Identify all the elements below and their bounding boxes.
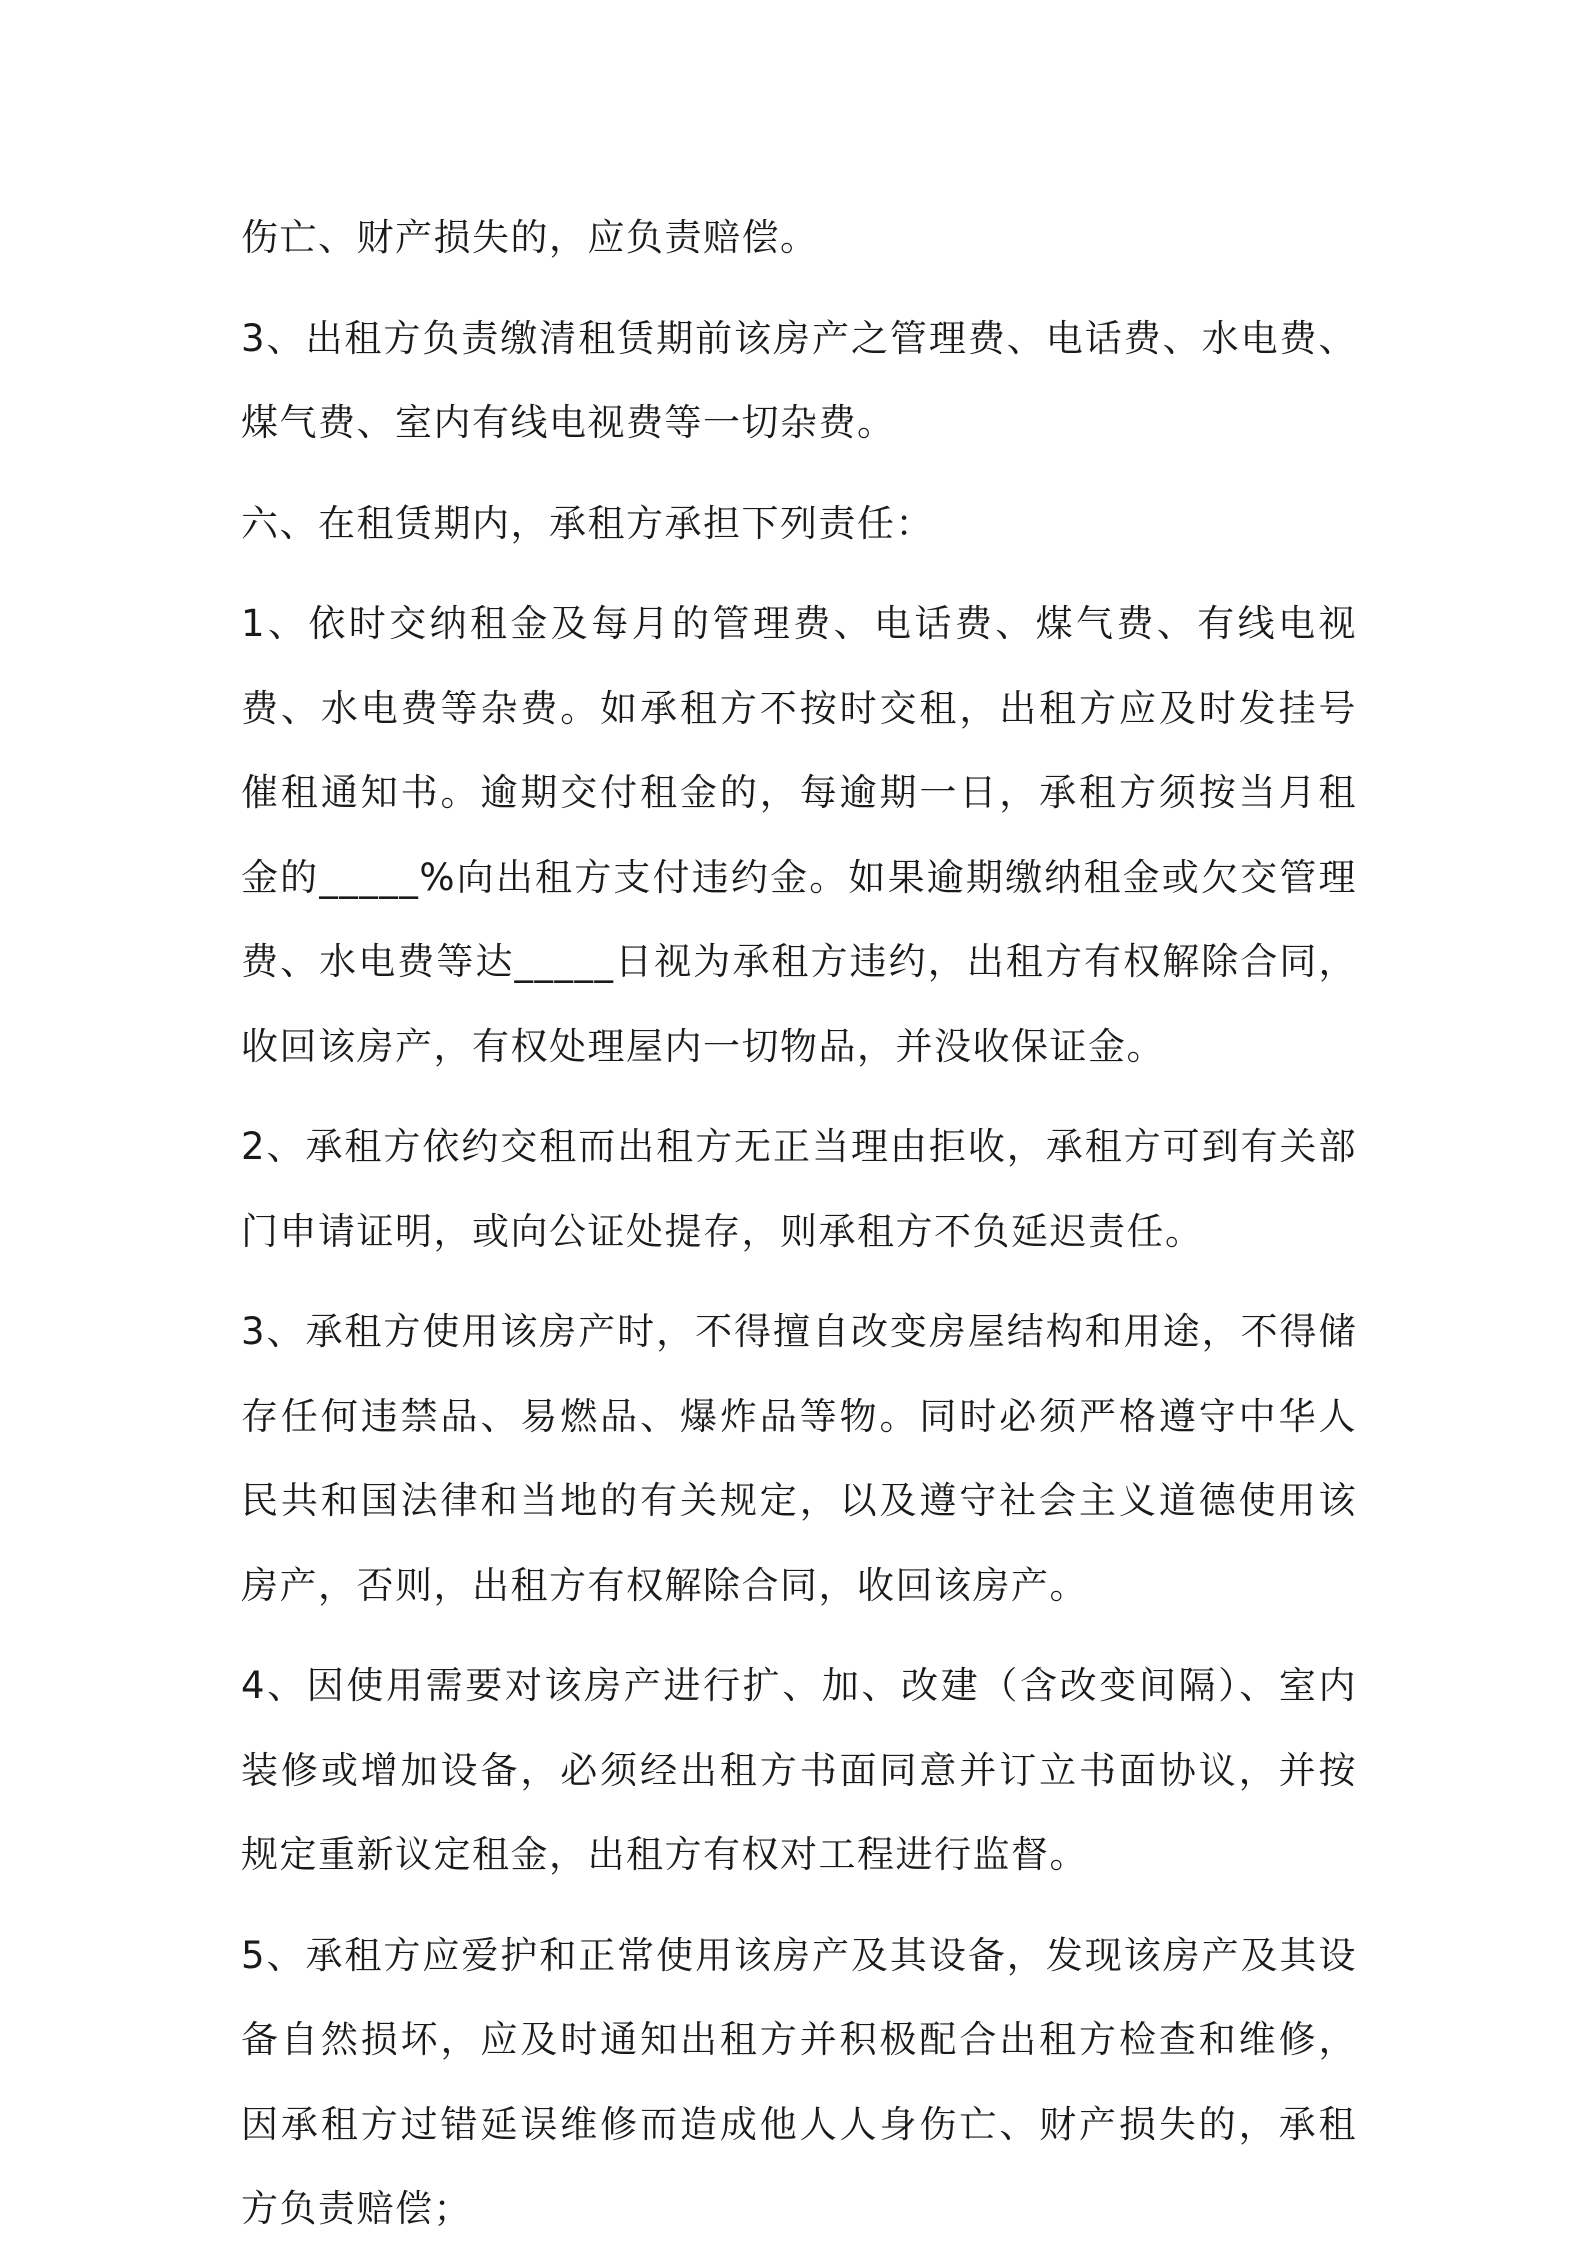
paragraph-lessee-clause-2: 2、承租方依约交租而出租方无正当理由拒收，承租方可到有关部门申请证明，或向公证处提存，则承租方不负延迟责任。: [241, 1125, 1357, 1253]
paragraph-lessee-clause-4: 4、因使用需要对该房产进行扩、加、改建（含改变间隔）、室内装修或增加设备，必须经出租方书面同意并订立书面协议，并按规定重新议定租金，出租方有权对工程进行监督。: [241, 1664, 1357, 1876]
paragraph-lessor-clause-3: 3、出租方负责缴清租赁期前该房产之管理费、电话费、水电费、煤气费、室内有线电视费等一切杂费。: [241, 316, 1357, 444]
document-body: [241, 196, 1357, 2268]
paragraph-lessee-clause-5: 5、承租方应爱护和正常使用该房产及其设备，发现该房产及其设备自然损坏，应及时通知出租方并积极配合出租方检查和维修，因承租方过错延误维修而造成他人人身伤亡、财产损失的，承租方负责赔偿；: [241, 1933, 1357, 2230]
paragraph-continuation: 伤亡、财产损失的，应负责赔偿。: [241, 216, 819, 259]
paragraph-lessee-clause-3: 3、承租方使用该房产时，不得擅自改变房屋结构和用途，不得储存任何违禁品、易燃品、爆炸品等物。同时必须严格遵守中华人民共和国法律和当地的有关规定，以及遵守社会主义道德使用该房产，否则，出租方有权解除合同，收回该房产。: [241, 1310, 1357, 1607]
paragraph-lessee-clause-1: 1、依时交纳租金及每月的管理费、电话费、煤气费、有线电视费、水电费等杂费。如承租方不按时交租，出租方应及时发挂号催租通知书。逾期交付租金的，每逾期一日，承租方须按当月租金的_____%向出租方支付违约金。如果逾期缴纳租金或欠交管理费、水电费等达_____日视为承租方违约，出租方有权解除合同，收回该房产，有权处理屋内一切物品，并没收保证金。: [241, 602, 1357, 1068]
section-heading-lessee-duties: 六、在租赁期内，承租方承担下列责任：: [241, 501, 934, 545]
